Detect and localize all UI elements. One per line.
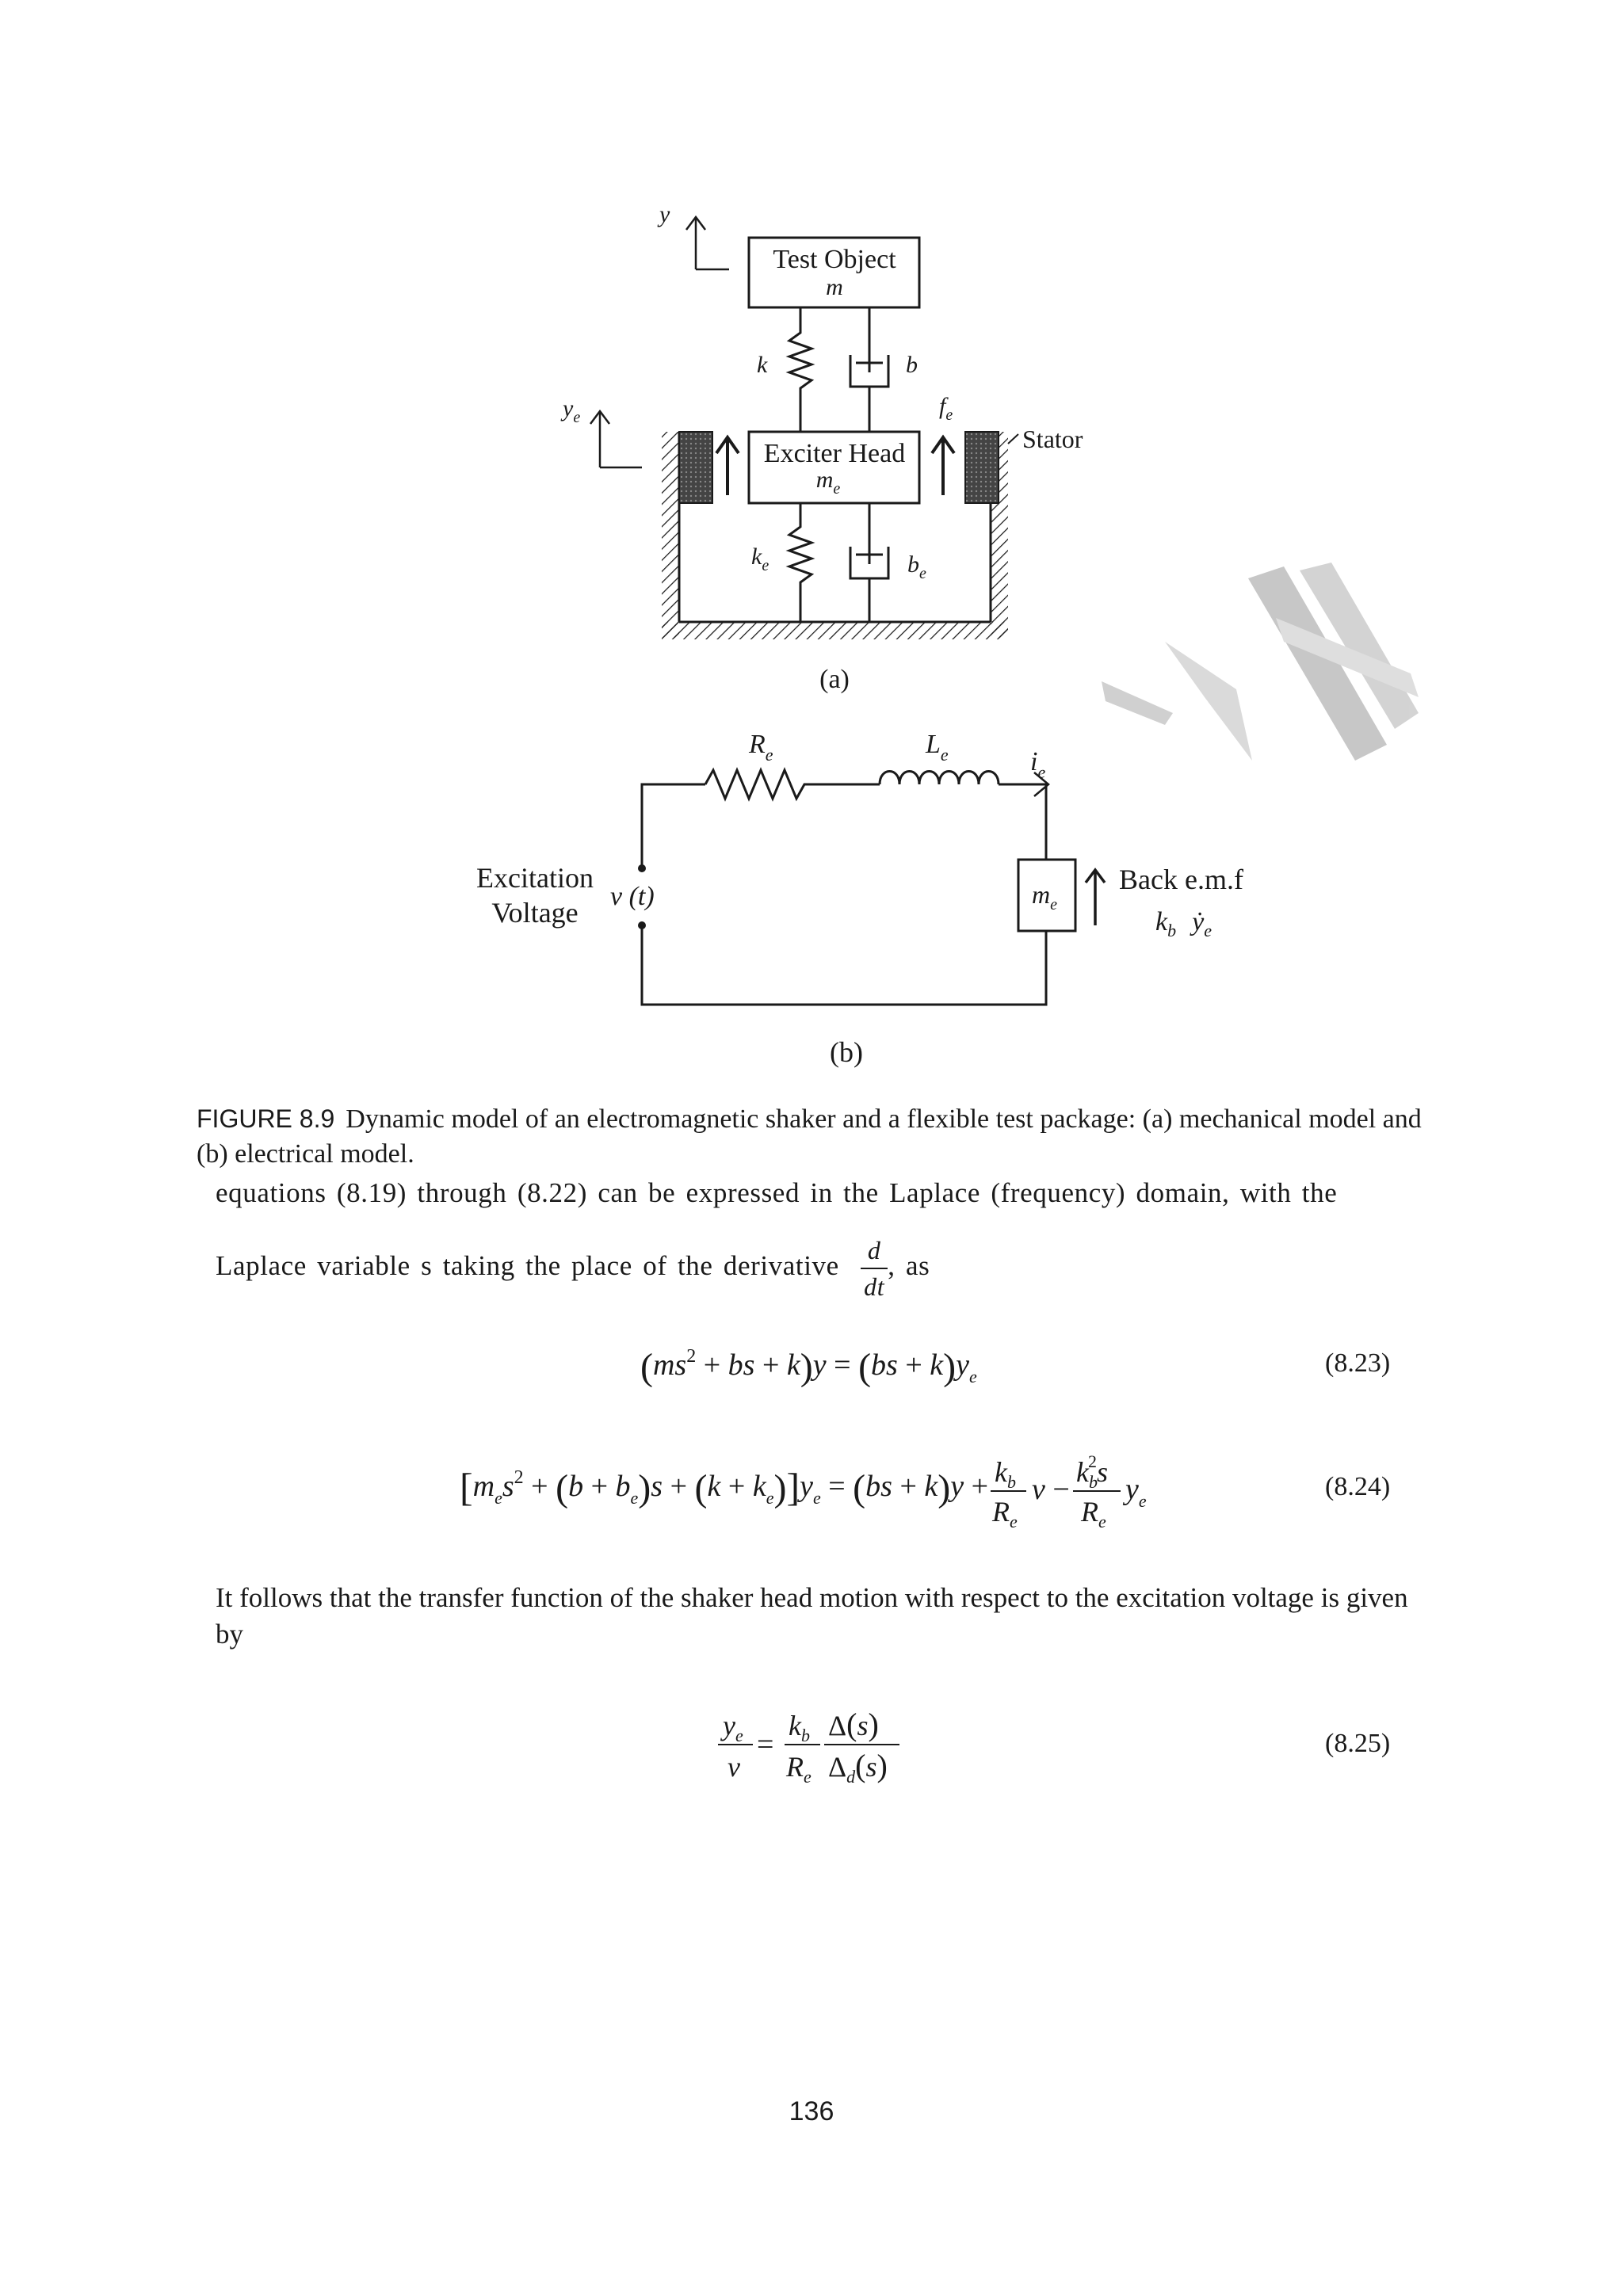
back-emf-formula: $k_b$ ẏ$_e$ [1155,907,1212,940]
exciter-head-label: Exciter Head [763,439,906,468]
figure-8-9 [0,0,1623,1109]
svg-text:Re: $R_e$ [1081,1496,1106,1531]
vt-label: v (t) [610,882,655,911]
svg-text:[mes2 + (b + be)s + (k + ke)]y: $[m_es^2 + (b + b_e)s + (k + k_e)]y_e = (bs + k)y$ + [460,1465,989,1509]
derivative-fraction [861,1233,888,1304]
le-label: $L_e$ [926,730,949,765]
body-paragraph-1: equations (8.19) through (8.22) can be expressed in the Laplace (frequency) domain, with the [216,1177,1338,1208]
b-label: b [906,352,918,378]
watermark [1102,563,1419,761]
derivative-numerator: d [861,1233,888,1269]
figure-caption [197,1101,1433,1172]
spring-k [789,307,812,432]
panel-a-label: (a) [819,665,850,694]
svg-text:kb: $k_b$ [789,1710,810,1745]
body-paragraph-2 [216,1233,930,1304]
equation-8-24-number: (8.24) [1325,1472,1391,1501]
svg-text:kb: $k_b$ [995,1456,1016,1492]
force-arrow-left [716,437,739,495]
stator-base-hatch [662,622,1008,639]
circuit-wires [642,770,1048,1005]
svg-text:=: = [757,1728,774,1761]
svg-text:Re: $R_e$ [992,1496,1018,1531]
test-object-label: Test Object [773,245,896,274]
panel-b-label: (b) [830,1036,863,1068]
ie-label: $i_e$ [1030,747,1046,782]
exciter-mass: $m_e$ [815,467,841,498]
damper-b [850,307,888,432]
me-label: $m_e$ [1032,880,1057,913]
y-axis-marker [686,217,729,269]
equation-8-23-number: (8.23) [1325,1348,1391,1378]
svg-text:v: v [727,1751,740,1783]
re-label: $R_e$ [749,730,773,765]
magnet-right [965,432,999,503]
test-object-mass: m [826,274,843,300]
ye-axis-marker [590,411,642,467]
back-emf-arrow [1086,870,1105,925]
svg-text:Re: $R_e$ [786,1751,812,1787]
page-number: 136 [789,2096,834,2126]
force-arrow-right [932,437,954,495]
svg-text:ye: $y_e$ [723,1710,743,1745]
k-label: k [757,352,768,378]
ke-label: $k_e$ [751,543,769,574]
terminal-top [638,864,646,872]
stator-left-hatch [662,432,679,638]
ye-label: $y_e$ [563,395,581,426]
damper-be [850,503,888,622]
back-emf-label: Back e.m.f [1119,864,1243,895]
figure-caption-label: FIGURE 8.9 [197,1104,335,1133]
stator-label: Stator [1022,425,1083,453]
svg-text:Δ(s): Δ(s) [828,1707,879,1742]
svg-text:ye: $y_e$ [1125,1473,1147,1511]
spring-ke [789,503,812,622]
body-paragraph-2-suffix: , as [888,1250,930,1282]
svg-text:Δd(s): $\Delta_d(s)$ [828,1748,888,1787]
figure-caption-text: Dynamic model of an electromagnetic shaker and a flexible test package: (a) mechanical model and (b) electrical model. [197,1104,1422,1169]
excitation-label-1: Excitation [476,862,594,894]
svg-text:v −: v − [1032,1473,1070,1506]
fe-label: $f_e$ [939,393,953,424]
body-paragraph-3: It follows that the transfer function of the shaker head motion with respect to the excitation voltage is given by [216,1582,1408,1650]
be-label: $b_e$ [907,551,926,582]
svg-text:kb2s: $k_b2s$ [1076,1451,1108,1492]
derivative-denominator: dt [864,1272,885,1301]
equation-8-25-number: (8.25) [1325,1729,1391,1758]
excitation-label-2: Voltage [491,897,579,929]
y-label: y [659,201,670,227]
svg-text:(ms2 + bs + k)y = (bs + k)ye: ($ms^2$ + bs + $k)y = (bs + k)y_e$ [640,1346,977,1388]
terminal-bottom [638,921,646,929]
magnet-left [679,432,712,503]
body-paragraph-2-prefix: Laplace variable s taking the place of the derivative [216,1250,839,1282]
